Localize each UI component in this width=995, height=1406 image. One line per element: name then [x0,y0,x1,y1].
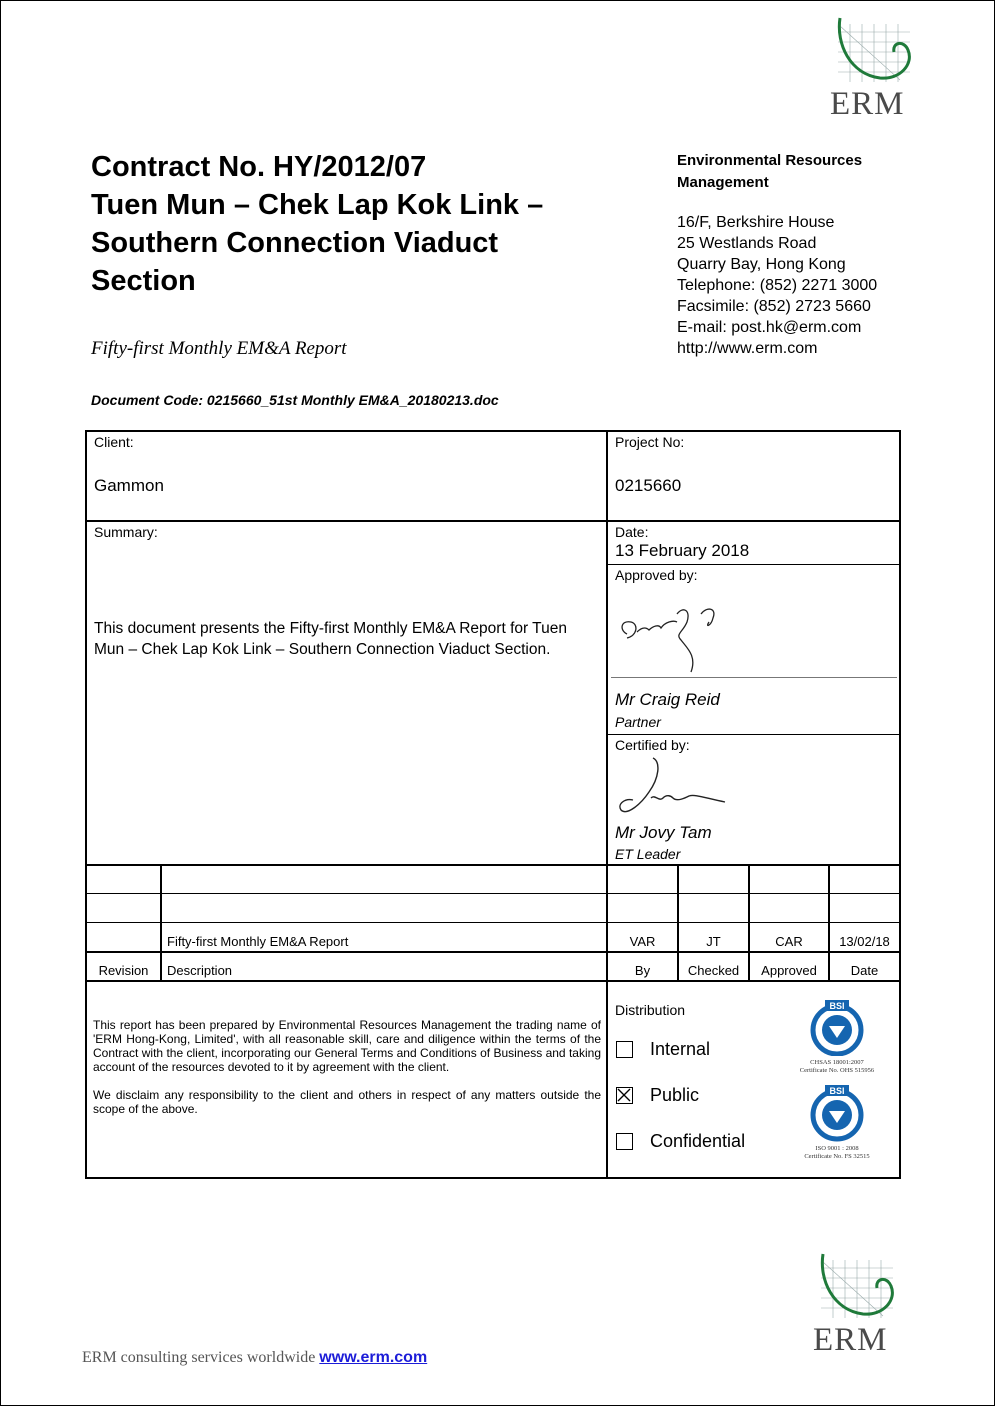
erm-footer-logo [813,1250,903,1359]
col-checked: Checked [687,963,740,978]
document-control-table [85,430,901,1179]
approver-title: Partner [615,714,661,730]
col-description: Description [167,963,233,978]
company-name [677,150,907,194]
footer-tagline: ERM consulting services worldwide [82,1349,320,1366]
certifier-name: Mr Jovy Tam [615,823,712,842]
erm-logo-text: ERM [813,1322,888,1358]
report-name: Fifty-first Monthly EM&A Report [91,338,347,359]
bsi-kitemark-icon [807,1000,867,1056]
address-line: Quarry Bay, Hong Kong [677,256,846,273]
certifier-signature-icon [615,754,735,824]
certified-by-label: Certified by: [615,737,690,753]
internal-checkbox[interactable] [616,1041,633,1058]
badge-line: Certificate No. FS 32515 [804,1153,870,1160]
approved-by-label: Approved by: [615,567,698,583]
distribution-label: Distribution [615,1002,686,1018]
erm-logo-mark-icon [830,14,916,86]
col-by: By [634,963,651,978]
public-label: Public [650,1085,700,1105]
client-label: Client: [94,434,134,450]
title-line: Southern Connection Viaduct [91,227,499,259]
col-approved: Approved [761,963,817,978]
title-line: Section [91,265,196,297]
erm-logo [830,14,920,123]
website-line: http://www.erm.com [677,340,818,357]
summary-text: This document presents the Fifty-first Monthly EM&A Report for Tuen Mun – Chek Lap Kok Link – Southern Connection Viaduct Section. [94,620,567,658]
erm-logo-mark-icon [813,1250,899,1322]
confidential-checkbox[interactable] [616,1133,633,1150]
company-name-line: Management [677,174,769,191]
internal-label: Internal [650,1039,711,1059]
title-line: Tuen Mun – Chek Lap Kok Link – [91,189,544,221]
facsimile-line: Facsimile: (852) 2723 5660 [677,298,871,315]
disclaimer-paragraph: We disclaim any responsibility to the client and others in respect of any matters outside the scope of the above. [93,1088,601,1116]
telephone-line: Telephone: (852) 2271 3000 [677,277,878,294]
col-date: Date [850,963,879,978]
footer [82,1349,427,1367]
approver-signature-icon [617,592,737,677]
footer-link[interactable]: www.erm.com [319,1349,428,1366]
date-value: 13 February 2018 [615,541,750,560]
summary-label: Summary: [94,524,158,540]
revision-by: VAR [629,934,656,949]
company-name-line: Environmental Resources [677,152,863,169]
address-line: 25 Westlands Road [677,235,817,252]
confidential-label: Confidential [650,1131,746,1151]
contract-title [91,148,611,300]
badge-line: CHSAS 18001:2007 [810,1059,864,1066]
bsi-ohsas-badge [792,1000,882,1075]
address-line: 16/F, Berkshire House [677,214,835,231]
document-code: Document Code: 0215660_51st Monthly EM&A_20180213.doc [91,392,499,408]
project-no-label: Project No: [615,434,685,450]
revision-checked: JT [706,934,721,949]
public-checkbox[interactable] [616,1087,633,1104]
revision-description: Fifty-first Monthly EM&A Report [167,934,349,949]
col-revision: Revision [98,963,149,978]
revision-date: 13/02/18 [839,934,890,949]
bsi-iso-badge [792,1084,882,1161]
company-address [677,212,877,359]
bsi-kitemark-icon [807,1084,867,1142]
erm-logo-text: ERM [830,86,905,122]
project-no-value: 0215660 [615,476,682,495]
client-value: Gammon [94,476,164,495]
checked-cross-icon [617,1088,631,1102]
certifier-title: ET Leader [615,846,681,862]
disclaimer [93,1018,601,1130]
badge-line: ISO 9001 : 2008 [815,1145,859,1152]
svg-text:BSI: BSI [829,1001,845,1011]
revision-approved: CAR [775,934,803,949]
badge-line: Certificate No. OHS 515956 [799,1067,875,1074]
svg-text:BSI: BSI [829,1086,845,1096]
approver-name: Mr Craig Reid [615,690,720,709]
title-line: Contract No. HY/2012/07 [91,151,427,183]
date-label: Date: [615,524,649,540]
disclaimer-paragraph: This report has been prepared by Environmental Resources Management the trading name of 'ERM Hong-Kong, Limited', with all reasonable skill, care and diligence within the terms of the Contract with the client, incorporating our General Terms and Conditions of Business and taking account of the resources devoted to it by agreement with the client. [93,1018,601,1074]
email-line: E-mail: post.hk@erm.com [677,319,862,336]
